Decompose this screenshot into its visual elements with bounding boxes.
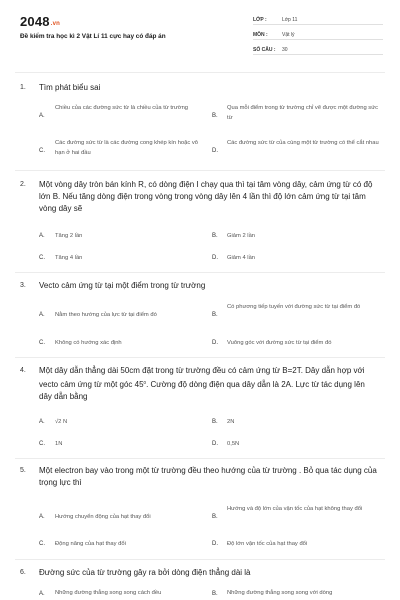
option-text-b[interactable]: Qua mỗi điểm trong từ trường chỉ vẽ được một đường sức từ xyxy=(227,105,378,121)
option-letter-c: C. xyxy=(39,148,45,154)
question-text: Đường sức của từ trường gây ra bởi dòng điện thẳng dài là xyxy=(39,568,251,577)
option-letter-c: C. xyxy=(39,441,45,447)
document-title: Đề kiểm tra học kì 2 Vật Lí 11 cực hay có đáp án xyxy=(20,33,166,40)
meta-count-value: 30 xyxy=(282,47,288,53)
option-text-d[interactable]: 0,5N xyxy=(227,441,240,447)
question-number: 6. xyxy=(20,569,26,576)
option-letter-b: B. xyxy=(212,591,218,597)
option-letter-b: B. xyxy=(212,113,218,119)
option-letter-a: A. xyxy=(39,591,45,597)
option-letter-d: D. xyxy=(212,541,218,547)
option-text-b[interactable]: Giảm 2 lần xyxy=(227,233,256,239)
option-letter-b: B. xyxy=(212,312,218,318)
option-text-b[interactable]: Có phương tiếp tuyến với đường sức từ tại điểm đó xyxy=(227,304,361,310)
option-text-a[interactable]: Tăng 2 lần xyxy=(55,233,83,239)
option-text-b[interactable]: Những đường thẳng song song với dòng xyxy=(227,590,333,596)
option-letter-c: C. xyxy=(39,255,45,261)
question-divider xyxy=(15,458,385,459)
question-divider xyxy=(15,559,385,560)
option-text-d[interactable]: Các đường sức từ của cùng một từ trường có thể cắt nhau xyxy=(227,140,379,146)
option-letter-d: D. xyxy=(212,148,218,154)
option-letter-d: D. xyxy=(212,441,218,447)
option-text-b[interactable]: 2N xyxy=(227,419,235,425)
site-logo[interactable]: 2048.vn xyxy=(20,14,61,29)
option-text-a[interactable]: Những đường thẳng song song cách đều xyxy=(55,590,162,596)
question-divider xyxy=(15,170,385,171)
option-letter-c: C. xyxy=(39,541,45,547)
option-text-b[interactable]: Hướng và độ lớn của vận tốc của hạt không thay đổi xyxy=(227,506,363,512)
option-text-d[interactable]: Độ lớn vận tốc của hạt thay đổi xyxy=(227,541,308,547)
option-letter-b: B. xyxy=(212,419,218,425)
question-text: Một electron bay vào trong một từ trường đều theo hướng của từ trường . Bỏ qua tác dụng của trọng lực thì xyxy=(39,466,377,487)
option-text-d[interactable]: Vuông góc với đường sức từ tại điểm đó xyxy=(227,340,332,346)
option-text-c[interactable]: 1N xyxy=(55,441,63,447)
question-number: 5. xyxy=(20,467,26,474)
option-text-c[interactable]: Động năng của hạt thay đổi xyxy=(55,541,126,547)
meta-count-key: SỐ CÂU : xyxy=(253,47,276,53)
option-letter-a: A. xyxy=(39,419,45,425)
option-text-a[interactable]: √2 N xyxy=(55,419,68,425)
question-number: 3. xyxy=(20,282,26,289)
option-text-c[interactable]: Không có hướng xác định xyxy=(55,340,122,346)
meta-class-key: LỚP : xyxy=(253,17,267,23)
option-text-c[interactable]: Tăng 4 lần xyxy=(55,255,83,261)
meta-subject-value: Vật lý xyxy=(282,32,295,38)
header-divider xyxy=(15,72,385,73)
option-letter-a: A. xyxy=(39,233,45,239)
question-text: Một dây dẫn thẳng dài 50cm đặt trong từ trường đều có cảm ứng từ B=2T. Dây dẫn hợp với vecto cảm ứng từ một góc $45^0$. Cường độ dòng điện qua dây dẫn là 2A. Lực từ tác dụng lên dây dẫn bằng xyxy=(39,366,365,401)
meta-class-value: Lớp 11 xyxy=(282,17,298,23)
question-text: Một vòng dây tròn bán kính R, có dòng điện I chạy qua thì tại tâm vòng dây, cảm ứng từ có độ lớn B. Nếu tăng dòng điện trong vòng trong vòng dây lên 4 lần thì độ lớn cảm ứng từ tại tâm vòng dây sẽ xyxy=(39,180,373,213)
option-letter-a: A. xyxy=(39,113,45,119)
option-text-a[interactable]: Nằm theo hướng của lực từ tại điểm đó xyxy=(55,312,157,318)
page-header xyxy=(0,0,400,72)
option-text-a[interactable]: Hướng chuyển động của hạt thay đổi xyxy=(55,514,151,520)
option-letter-b: B. xyxy=(212,233,218,239)
option-text-d[interactable]: Giảm 4 lần xyxy=(227,255,256,261)
question-text: Vecto cảm ứng từ tại một điểm trong từ trường xyxy=(39,281,206,290)
question-divider xyxy=(15,272,385,273)
option-letter-c: C. xyxy=(39,340,45,346)
option-letter-d: D. xyxy=(212,255,218,261)
option-letter-d: D. xyxy=(212,340,218,346)
option-text-a[interactable]: Chiều của các đường sức từ là chiều của từ trường xyxy=(55,105,189,111)
meta-subject-key: MÔN : xyxy=(253,32,268,38)
question-text: Tìm phát biểu sai xyxy=(39,83,101,92)
question-number: 4. xyxy=(20,367,26,374)
question-number: 1. xyxy=(20,84,26,91)
question-number: 2. xyxy=(20,181,26,188)
option-text-c[interactable]: Các đường sức từ là các đường cong khép kín hoặc vô hạn ở hai đầu xyxy=(55,140,199,156)
question-divider xyxy=(15,357,385,358)
option-letter-a: A. xyxy=(39,312,45,318)
option-letter-b: B. xyxy=(212,514,218,520)
option-letter-a: A. xyxy=(39,514,45,520)
